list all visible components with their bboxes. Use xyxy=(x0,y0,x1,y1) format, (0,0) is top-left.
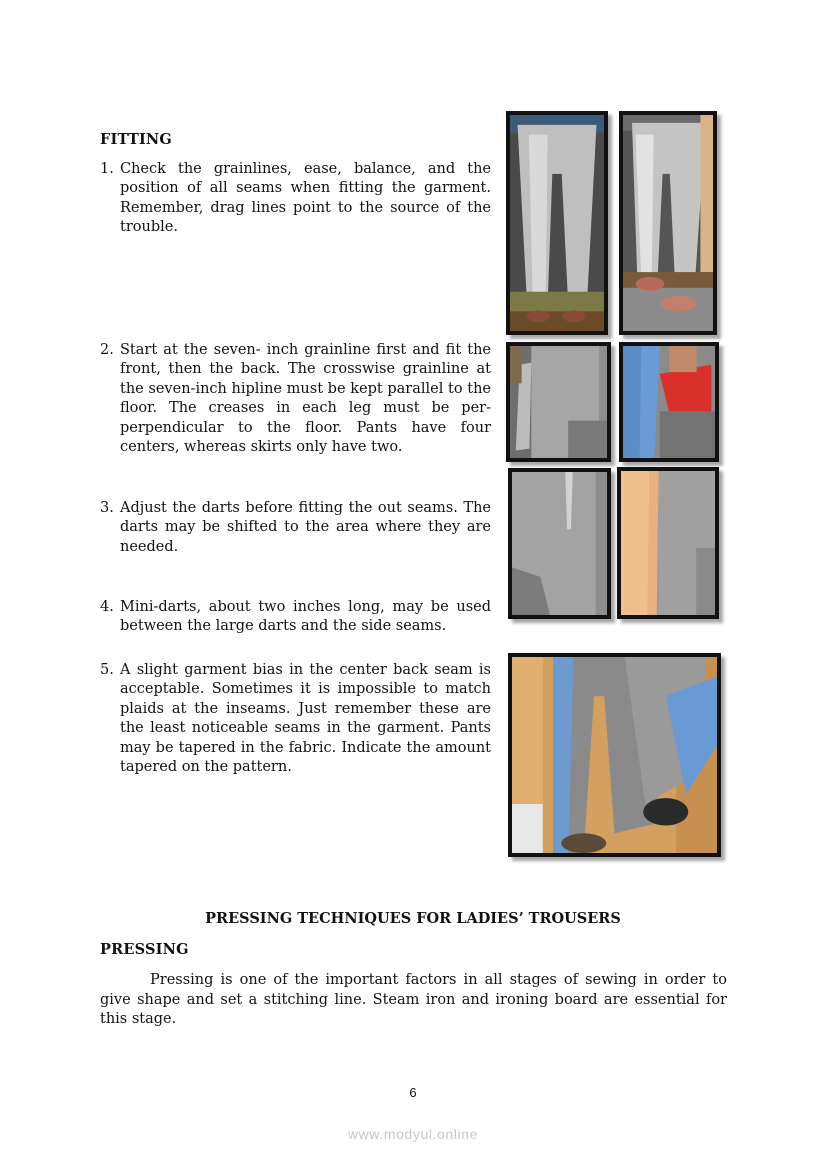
photo-trousers-back xyxy=(619,111,717,335)
fitting-item-4 xyxy=(100,598,491,637)
item-text: Mini-darts, about two inches long, may be used between the large darts and the side seams. xyxy=(120,599,491,635)
item-number: 4. xyxy=(100,599,114,615)
item-number: 2. xyxy=(100,342,114,358)
fitting-item-1 xyxy=(100,160,491,238)
page-number: 6 xyxy=(409,1085,417,1100)
watermark: www.modyul.online xyxy=(347,1126,479,1142)
item-number: 5. xyxy=(100,662,114,678)
pressing-paragraph: Pressing is one of the important factors in all stages of sewing in order to give shape and set a stitching line. Steam iron and ironing board are essential for this stage. xyxy=(100,972,727,1028)
fitting-item-5 xyxy=(100,661,491,777)
section-title: PRESSING TECHNIQUES FOR LADIES’ TROUSERS xyxy=(205,910,621,927)
photo-dart-closeup xyxy=(508,468,611,619)
photo-hip-side xyxy=(506,342,611,462)
photo-iron-pressing xyxy=(619,342,719,462)
item-text: A slight garment bias in the center back seam is acceptable. Sometimes it is impossible to match plaids at the inseams. Just remember these are the least noticeable seams in the garment. Pants may be tapered in the fabric. Indicate the amount tapered on the pattern. xyxy=(120,662,491,776)
pressing-heading: PRESSING xyxy=(100,941,189,958)
item-text: Start at the seven- inch grainline first and fit the front, then the back. The crosswise grainline at the seven-inch hipline must be kept parallel to the floor. The creases in each leg must be per-perpendicular to the floor. Pants have four centers, whereas skirts only have two. xyxy=(120,342,491,456)
fitting-heading: FITTING xyxy=(100,131,172,148)
photo-tapered-legs xyxy=(508,653,721,857)
photo-trousers-front xyxy=(506,111,608,335)
item-text: Check the grainlines, ease, balance, and the position of all seams when fitting the garment. Remember, drag lines point to the source of the trouble. xyxy=(120,161,491,236)
item-number: 1. xyxy=(100,161,114,177)
fitting-item-3 xyxy=(100,499,491,557)
item-text: Adjust the darts before fitting the out seams. The darts may be shifted to the area where they are needed. xyxy=(120,500,491,555)
photo-side-seam xyxy=(617,467,719,619)
fitting-item-2 xyxy=(100,341,491,457)
item-number: 3. xyxy=(100,500,114,516)
